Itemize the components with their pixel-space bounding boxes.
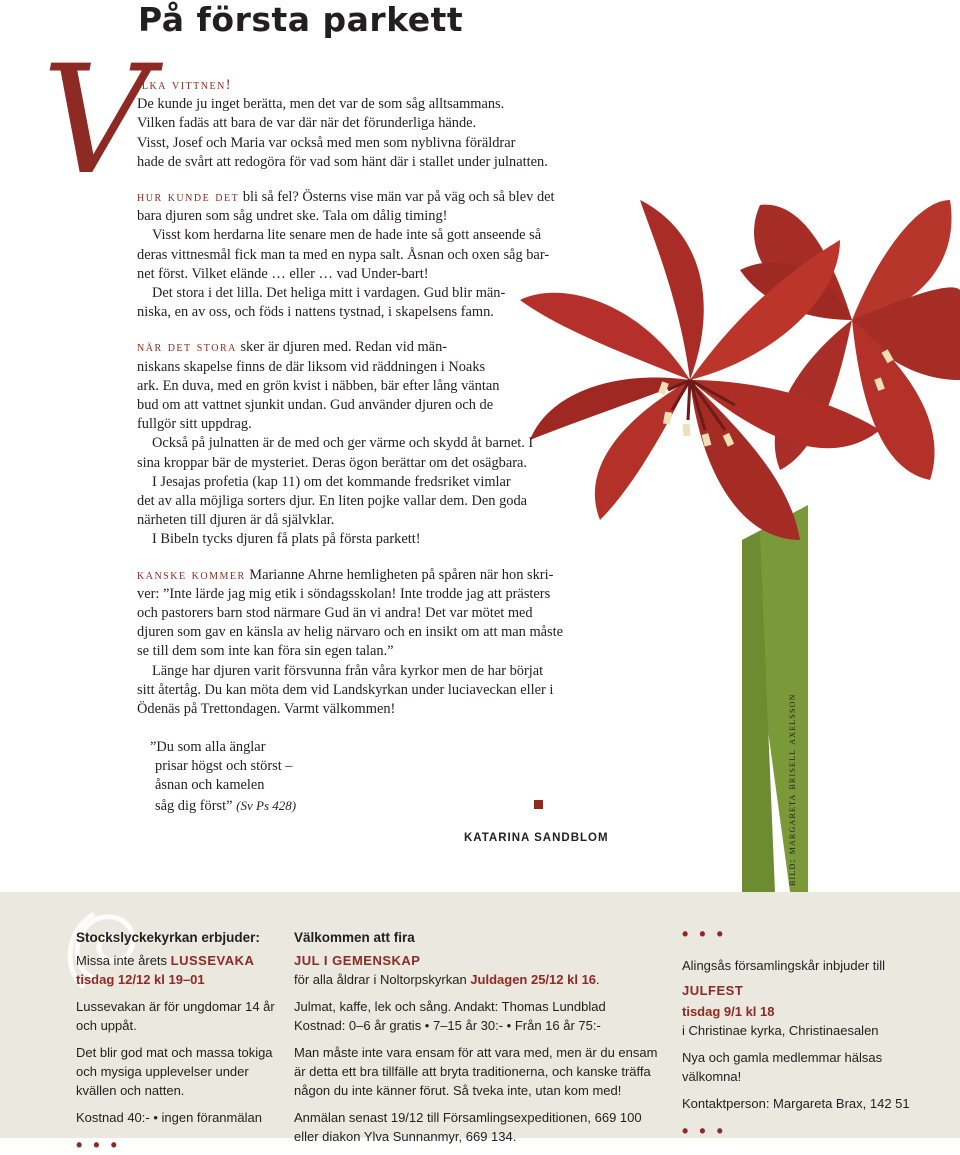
lead-in: ilka vittnen! bbox=[137, 77, 233, 93]
article-body bbox=[137, 76, 597, 719]
contact-info: Kontaktperson: Margareta Brax, 142 51 bbox=[682, 1096, 910, 1111]
text-line: och pastorers barn stod närmare Gud än vi andra! Det var mötet med bbox=[137, 605, 533, 622]
text-line: Länge har djuren varit försvunna från våra kyrkor men de har börjat bbox=[152, 662, 544, 679]
text-line: Visst kom herdarna lite senare men de hade inte så gott anseende så bbox=[152, 227, 542, 244]
quote-line: ”Du som alla änglar bbox=[150, 739, 266, 755]
text-line: niska, en av oss, och föds i nattens tystnad, i skapelsens famn. bbox=[137, 304, 494, 321]
box-text: Kostnad: 0–6 år gratis • 7–15 år 30:- • Från 16 år 75:- bbox=[294, 1018, 601, 1033]
event-box-julfest bbox=[682, 924, 922, 1141]
box-heading: Stockslyckekyrkan erbjuder: bbox=[76, 930, 260, 945]
box-text: Julmat, kaffe, lek och sång. Andakt: Thomas Lundblad bbox=[294, 999, 606, 1014]
text-line: Marianne Ahrne hemligheten på spåren när hon skri- bbox=[245, 566, 554, 583]
text-line: sina kroppar bär de mysteriet. Deras ögon berättar om det osägbara. bbox=[137, 454, 528, 471]
text-line: bli så fel? Österns vise män var på väg och så blev det bbox=[239, 189, 555, 206]
text-line: hade de svårt att redogöra för vad som hänt där i stallet under julnatten. bbox=[137, 153, 548, 170]
text-line: deras vittnesmål fick man ta med en nypa salt. Åsnan och oxen såg bar- bbox=[137, 246, 550, 263]
event-date: Juldagen 25/12 kl 16 bbox=[470, 972, 597, 987]
events-footer bbox=[0, 892, 960, 1155]
quote-line: prisar högst och störst – bbox=[155, 758, 293, 775]
page-title: På första parkett bbox=[138, 0, 464, 39]
text-line: Det stora i det lilla. Det heliga mitt i vardagen. Gud blir män- bbox=[152, 285, 506, 302]
box-text: Man måste inte vara ensam för att vara med, men är du ensam är detta ett bra tillfälle att bryta traditionerna, och kanske träffa någon du inte känner förut. Så tveka inte, utan kom med! bbox=[294, 1045, 658, 1098]
dots-ornament: • • • bbox=[682, 924, 726, 944]
paragraph-2 bbox=[137, 188, 597, 322]
dots-ornament: • • • bbox=[682, 1121, 726, 1141]
event-box-lussevaka bbox=[76, 928, 276, 1155]
text-line: sitt återtåg. Du kan möta dem vid Landskyrkan under luciaveckan eller i bbox=[137, 681, 554, 698]
paragraph-4 bbox=[137, 566, 597, 720]
text-line: Också på julnatten är de med och ger värme och skydd åt barnet. I bbox=[152, 435, 534, 452]
box-line bbox=[76, 951, 276, 970]
paragraph-3 bbox=[137, 338, 597, 549]
text-line: I Jesajas profetia (kap 11) om det kommande fredsriket vimlar bbox=[152, 473, 511, 490]
text-line: sker är djuren med. Redan vid män- bbox=[236, 339, 448, 356]
box-text: Nya och gamla medlemmar hälsas välkomna! bbox=[682, 1050, 883, 1084]
text-line: Vilken fadäs att bara de var där när det förunderliga hände. bbox=[137, 115, 477, 132]
text-line: se till dem som inte kan föra sin egen talan.” bbox=[137, 643, 394, 660]
dots-ornament: • • • bbox=[76, 1135, 120, 1155]
quote-line: åsnan och kamelen bbox=[155, 777, 265, 794]
text-line: för alla åldrar i Noltorpskyrkan bbox=[294, 972, 471, 987]
image-credit: bild: margareta brisell axelsson bbox=[786, 693, 798, 886]
paragraph-1 bbox=[137, 76, 597, 172]
lead-in: kanske kommer bbox=[137, 566, 246, 583]
text-line: bara djuren som såg undret ske. Tala om dålig timing! bbox=[137, 208, 448, 225]
psalm-quote bbox=[150, 738, 296, 816]
quote-line: såg dig först” bbox=[155, 797, 233, 814]
event-name: JUL I GEMENSKAP bbox=[294, 953, 421, 968]
text-line: fullgör sitt uppdrag. bbox=[137, 416, 252, 433]
event-name: LUSSEVAKA bbox=[170, 953, 255, 968]
text-line: närheten till djuren är då självklar. bbox=[137, 512, 335, 529]
lead-in: hur kunde det bbox=[137, 189, 240, 206]
end-mark bbox=[534, 800, 543, 809]
box-text: Alingsås församlingskår inbjuder till bbox=[682, 958, 886, 973]
event-place: i Christinae kyrka, Christinaesalen bbox=[682, 1023, 879, 1038]
box-text: Anmälan senast 19/12 till Församlingsexpeditionen, 669 100 eller diakon Ylva Sunnanmyr, 669 134. bbox=[294, 1110, 642, 1144]
author-name: KATARINA SANDBLOM bbox=[464, 832, 609, 844]
text-line: ark. En duva, med en grön kvist i näbben, bär efter lång väntan bbox=[137, 377, 500, 394]
text-line: De kunde ju inget berätta, men det var de som såg alltsammans. bbox=[137, 96, 505, 113]
box-text: Lussevakan är för ungdomar 14 år och uppåt. bbox=[76, 999, 275, 1033]
text-line: ver: ”Inte lärde jag mig etik i söndagsskolan! Inte trodde jag att prästers bbox=[137, 585, 551, 602]
box-text: Kostnad 40:- • ingen föranmälan bbox=[76, 1110, 262, 1125]
event-date: tisdag 9/1 kl 18 bbox=[682, 1004, 775, 1019]
text-line: niskans skapelse finns de där liksom vid räddningen i Noaks bbox=[137, 358, 486, 375]
event-name: JULFEST bbox=[682, 983, 744, 998]
event-box-jul-i-gemenskap bbox=[294, 928, 664, 1146]
text-line: . bbox=[596, 972, 600, 987]
text-line: Visst, Josef och Maria var också med men som nyblivna föräldrar bbox=[137, 134, 516, 151]
drop-cap: V bbox=[42, 34, 151, 208]
text-line: Missa inte årets bbox=[76, 953, 171, 968]
text-line: det av alla möjliga sorters djur. En liten pojke vallar dem. Den goda bbox=[137, 493, 528, 510]
text-line: I Bibeln tycks djuren få plats på första parkett! bbox=[152, 531, 421, 548]
lead-in: när det stora bbox=[137, 339, 237, 356]
text-line: net först. Vilket elände … eller … vad Under-bart! bbox=[137, 265, 429, 282]
text-line: bud om att vattnet sjunkit undan. Gud använder djuren och de bbox=[137, 397, 494, 414]
text-line: djuren som gav en känsla av helig närvaro och en insikt om att man måste bbox=[137, 624, 564, 641]
quote-citation: (Sv Ps 428) bbox=[236, 797, 297, 813]
box-text: Det blir god mat och massa tokiga och mysiga upplevelser under kvällen och natten. bbox=[76, 1045, 273, 1098]
text-line: Ödenäs på Trettondagen. Varmt välkommen! bbox=[137, 701, 396, 718]
event-date: tisdag 12/12 kl 19–01 bbox=[76, 972, 205, 987]
box-heading: Välkommen att fira bbox=[294, 930, 415, 945]
box-line bbox=[294, 970, 664, 989]
